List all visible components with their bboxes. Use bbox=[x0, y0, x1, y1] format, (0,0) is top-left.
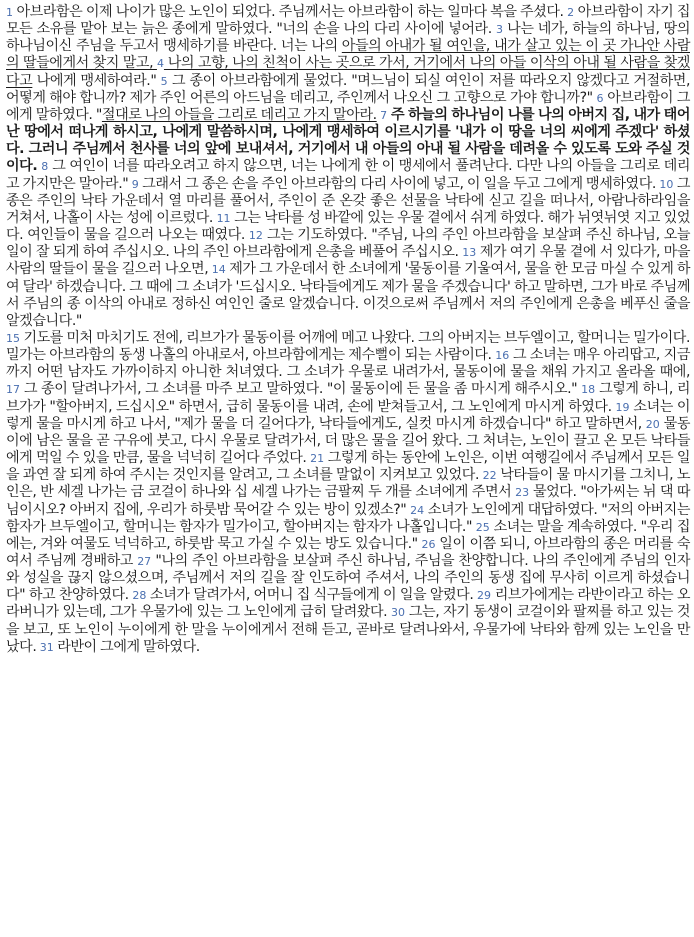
verse-text: 소녀는 말을 계속하였다. "우리 집에는, 겨와 여물도 넉넉하고, 하룻밤 묵고 가실 수 있는 방도 있습니다." bbox=[6, 518, 690, 552]
verse-text: 아들의 아내가 될 여인을, 내가 살고 있는 이 곳 가나안 사람의 딸들에게서 찾지 말고, bbox=[6, 38, 690, 72]
verse-text: 제가 그 가운데서 한 소녀에게 '물동이를 기울여서, 물을 한 모금 마실 수 있게 하여 달라' 하겠습니다. 그 때에 그 소녀가 '드십시오. 낙타들에게도 제가 물을 주겠습니다' 하고 말하면, 그가 바로 주님께서 주님의 종 이삭의 아내로 정하신 여인인 줄로 알겠습니다. 이것으로써 주님께서 저의 주인에게 은총을 베푸신 줄을 알겠습니다." bbox=[6, 261, 690, 329]
verse-number: 31 bbox=[39, 640, 54, 654]
verse-number: 29 bbox=[477, 589, 492, 603]
verse-number: 4 bbox=[156, 57, 164, 71]
verse-number: 23 bbox=[515, 486, 530, 500]
verse-text: 아브라함이 그에게 말하였다. " bbox=[6, 89, 690, 123]
scripture-page bbox=[6, 4, 690, 933]
verse-number: 25 bbox=[475, 520, 490, 534]
verse-number: 21 bbox=[310, 452, 325, 466]
verse-text: 그는 낙타를 성 바깥에 있는 우물 곁에서 쉬게 하였다. 해가 뉘엿뉘엿 지고 있었다. 여인들이 물을 길으러 나오는 때였다. bbox=[6, 209, 691, 244]
verse-number: 7 bbox=[380, 108, 388, 122]
verse-text: 나는 네가, 하늘의 하나님, 땅의 하나님이신 주님을 두고서 맹세하기를 바란다. 너는 나의 bbox=[6, 21, 691, 55]
verse-text: 소녀가 달려가서, 어머니 집 식구들에게 이 일을 알렸다. bbox=[146, 587, 478, 604]
verse-text: 나에게 맹세하여라." bbox=[32, 72, 161, 89]
verse-text: 아브라함은 이제 나이가 많은 노인이 되었다. 주님께서는 아브라함이 하는 일마다 복을 주셨다. bbox=[13, 4, 568, 20]
verse-text: 기도를 미처 마치기도 전에, 리브가가 물동이를 어깨에 메고 나왔다. 그의 아버지는 브두엘이고, 할머니는 밀가이다. 밀가는 아브라함의 동생 나홀의 아내로서, 아브라함에게는 제수뻘이 되는 사람이다. bbox=[6, 329, 690, 364]
verse-number: 20 bbox=[645, 417, 660, 431]
verse-number: 3 bbox=[495, 23, 503, 37]
verse-number: 15 bbox=[6, 331, 20, 345]
verse-number: 12 bbox=[248, 229, 263, 243]
verse-number: 13 bbox=[462, 246, 477, 260]
verse-number: 9 bbox=[131, 177, 139, 191]
verse-text: 나의 고향, 나의 친척이 사는 곳으로 가서, 거기에서 나의 아들 이삭의 아내 될 사람을 찾겠다고 bbox=[6, 55, 690, 89]
verse-number: 16 bbox=[495, 349, 510, 363]
verse-number: 27 bbox=[137, 555, 152, 568]
paragraph bbox=[6, 4, 690, 330]
verse-text: "나의 주인 아브라함을 보살펴 주신 하나님, 주님을 찬양합니다. 나의 주인에게 주님의 인자와 성실을 끊지 않으셨으며, 주님께서 저의 길을 잘 인도하여 주셔서, 나의 주인의 동생 집에 무사히 이르게 하셨습니다" 하고 찬양하였다. bbox=[6, 553, 690, 604]
verse-text: 그 종이 아브라함에게 물었다. "며느님이 되실 여인이 저를 따라오지 않겠다고 거절하면, 어떻게 해야 합니까? 제가 주인 어른의 아드님을 데리고, 주인께서 나오신 그 고향으로 가야 합니까?" bbox=[6, 72, 690, 106]
verse-text: 일이 이쯤 되니, 아브라함의 종은 머리를 숙여서 주님께 경배하고 bbox=[6, 535, 691, 569]
verse-text: 물었다. "아가씨는 뉘 댁 따님이시오? 아버지 집에, 우리가 하룻밤 묵어갈 수 있는 방이 있겠소?" bbox=[6, 484, 690, 518]
verse-number: 22 bbox=[482, 469, 497, 483]
verse-text: 물동이에 남은 물을 곧 구유에 붓고, 다시 우물로 달려가서, 더 많은 물을 길어 왔다. 그 처녀는, 노인이 끌고 온 모든 낙타들에게 먹일 수 있을 만큼, 물을 넉넉히 길어다 주었다. bbox=[6, 415, 690, 467]
verse-text: 절대로 나의 아들을 그리로 데리고 가지 말아라. bbox=[101, 106, 377, 123]
verse-text: 리브가에게는 라반이라고 하는 오라버니가 있는데, 그가 우물가에 있는 그 노인에게 급히 달려왔다. bbox=[6, 587, 690, 621]
verse-text: 그 종은 주인의 낙타 가운데서 열 마리를 풀어서, 주인이 준 온갖 좋은 선물을 낙타에 싣고 길을 떠나서, 아람나하라임을 거쳐서, 나홀이 사는 성에 이르렀다. bbox=[6, 175, 690, 226]
verse-number: 19 bbox=[615, 400, 630, 414]
verse-number: 14 bbox=[211, 263, 226, 277]
verse-number: 26 bbox=[421, 537, 436, 551]
verse-number: 28 bbox=[132, 589, 147, 603]
verse-text: 그렇게 하니, 리브가가 "할아버지, 드십시오" 하면서, 급히 물동이를 내려, 손에 받쳐들고서, 그 노인에게 마시게 하였다. bbox=[6, 381, 690, 415]
verse-number: 24 bbox=[410, 503, 425, 517]
verse-text: 그는, 자기 동생이 코걸이와 팔찌를 하고 있는 것을 보고, 또 노인이 누이에게 한 말을 누이에게서 전해 듣고, 곧바로 달려나와서, 우물가에 낙타와 함께 있는 노인을 만났다. bbox=[6, 604, 690, 655]
verse-text: 그는 기도하였다. "주님, 나의 주인 아브라함을 보살펴 주신 하나님, 오늘 일이 잘 되게 하여 주십시오. 나의 주인 아브라함에게 은총을 베풀어 주십시오. bbox=[6, 227, 690, 261]
verse-number: 17 bbox=[6, 383, 20, 397]
verse-number: 11 bbox=[216, 211, 231, 225]
verse-number: 6 bbox=[596, 91, 604, 105]
verse-text: 라반이 그에게 말하였다. bbox=[53, 638, 200, 655]
verse-text: 그 소녀는 매우 아리땁고, 지금까지 어떤 남자도 가까이하지 아니한 처녀였다. 그 소녀가 우물로 내려가서, 물동이에 물을 채워 가지고 올라올 때에, bbox=[6, 347, 690, 381]
verse-number: 1 bbox=[6, 6, 13, 19]
verse-number: 5 bbox=[160, 74, 168, 88]
verse-text: 그렇게 하는 동안에 노인은, 이번 여행길에서 주님께서 모든 일을 과연 잘 되게 하여 주시는 것인지를 알려고, 그 소녀를 말없이 지켜보고 있었다. bbox=[6, 450, 690, 484]
verse-number: 10 bbox=[659, 177, 674, 191]
verse-text: 소녀는 이렇게 물을 마시게 하고 나서, "제가 물을 더 길어다가, 낙타들에게도, 실컷 마시게 하겠습니다" 하고 말하면서, bbox=[6, 398, 690, 432]
verse-text: 그 여인이 너를 따라오려고 하지 않으면, 너는 나에게 한 이 맹세에서 풀려난다. 다만 나의 아들을 그리로 데리고 가지만은 말아라." bbox=[6, 158, 690, 192]
paragraph bbox=[6, 330, 690, 656]
verse-text: 낙타들이 물 마시기를 그치니, 노인은, 반 세겔 나가는 금 코걸이 하나와 십 세겔 나가는 금팔찌 두 개를 소녀에게 주면서 bbox=[6, 467, 690, 501]
verse-number: 2 bbox=[567, 6, 575, 19]
verse-number: 8 bbox=[41, 160, 49, 174]
verse-number: 18 bbox=[581, 383, 596, 397]
verse-text: 소녀가 노인에게 대답하였다. "저의 아버지는 함자가 브두엘이고, 할머니는 함자가 밀가이고, 할아버지는 함자가 나홀입니다." bbox=[6, 501, 690, 535]
verse-text: 주 하늘의 하나님이 나를 나의 아버지 집, 내가 태어난 땅에서 떠나게 하시고, 나에게 말씀하시며, 나에게 맹세하여 이르시기를 '내가 이 땅을 너의 씨에게 주겠다' 하셨다. 그러니 주님께서 천사를 너의 앞에 보내셔서, 거기에서 내 아들의 아내 될 사람을 데려올 수 있도록 도와 주실 것이다. bbox=[6, 106, 691, 175]
verse-text: 아브라함이 자기 집 모든 소유를 맡아 보는 늙은 종에게 말하였다. "너의 손을 나의 다리 사이에 넣어라. bbox=[6, 4, 690, 38]
verse-number: 30 bbox=[391, 606, 406, 620]
verse-text: 제가 여기 우물 곁에 서 있다가, 마을 사람의 딸들이 물을 길으러 나오면, bbox=[6, 244, 691, 278]
verse-text: 그 종이 달려나가서, 그 소녀를 마주 보고 말하였다. "이 물동이에 든 물을 좀 마시게 해주시오." bbox=[20, 381, 582, 398]
verse-text: 그래서 그 종은 손을 주인 아브라함의 다리 사이에 넣고, 이 일을 두고 그에게 맹세하였다. bbox=[138, 175, 660, 192]
